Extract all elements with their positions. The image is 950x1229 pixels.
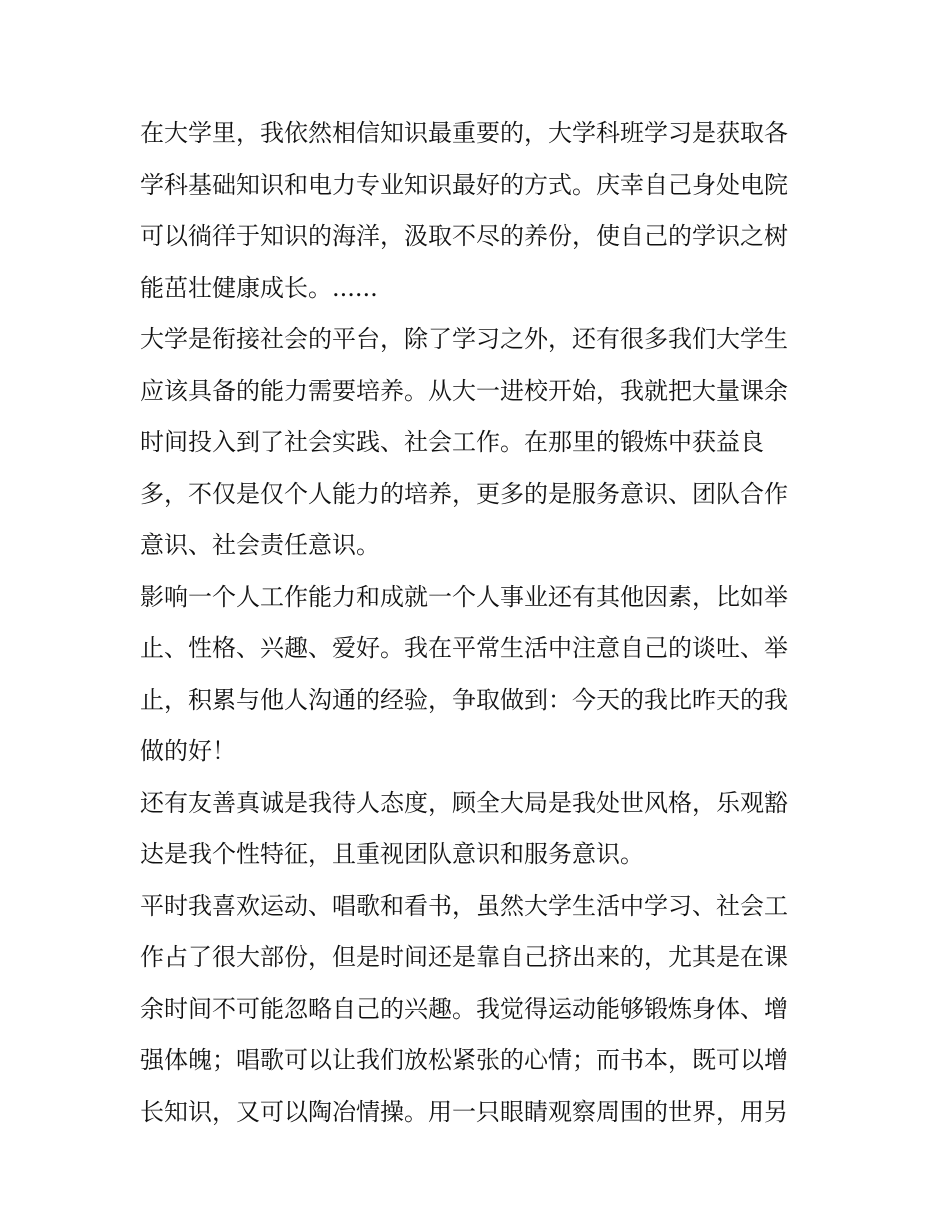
text-line: 平时我喜欢运动、唱歌和看书，虽然大学生活中学习、社会工 bbox=[140, 891, 788, 920]
text-line: 止、性格、兴趣、爱好。我在平常生活中注意自己的谈吐、举 bbox=[140, 634, 788, 662]
text-line: 在大学里，我依然相信知识最重要的，大学科班学习是获取各 bbox=[140, 119, 788, 147]
text-line: 多，不仅是仅个人能力的培养，更多的是服务意识、团队合作 bbox=[140, 479, 788, 508]
text-line: 做的好！ bbox=[140, 737, 236, 765]
text-line: 长知识，又可以陶冶情操。用一只眼睛观察周围的世界，用另 bbox=[140, 1097, 788, 1126]
text-line: 余时间不可能忽略自己的兴趣。我觉得运动能够锻炼身体、增 bbox=[140, 994, 788, 1023]
text-line: 能茁壮健康成长。...... bbox=[140, 273, 378, 302]
document-body bbox=[140, 108, 820, 1138]
text-line: 达是我个性特征，且重视团队意识和服务意识。 bbox=[140, 840, 644, 868]
text-line: 作占了很大部份，但是时间还是靠自己挤出来的，尤其是在课 bbox=[140, 943, 788, 971]
text-line: 强体魄；唱歌可以让我们放松紧张的心情；而书本，既可以增 bbox=[140, 1046, 788, 1074]
text-line: 可以徜徉于知识的海洋，汲取不尽的养份，使自己的学识之树 bbox=[140, 222, 788, 250]
text-line: 大学是衔接社会的平台，除了学习之外，还有很多我们大学生 bbox=[140, 325, 788, 353]
text-line: 应该具备的能力需要培养。从大一进校开始，我就把大量课余 bbox=[140, 376, 788, 405]
text-line: 时间投入到了社会实践、社会工作。在那里的锻炼中获益良 bbox=[140, 428, 764, 456]
text-line: 还有友善真诚是我待人态度，顾全大局是我处世风格，乐观豁 bbox=[140, 788, 788, 817]
text-line: 止，积累与他人沟通的经验，争取做到：今天的我比昨天的我 bbox=[140, 685, 788, 714]
text-line: 学科基础知识和电力专业知识最好的方式。庆幸自己身处电院 bbox=[140, 170, 788, 199]
text-line: 影响一个人工作能力和成就一个人事业还有其他因素，比如举 bbox=[140, 582, 788, 611]
text-line: 意识、社会责任意识。 bbox=[140, 531, 380, 559]
